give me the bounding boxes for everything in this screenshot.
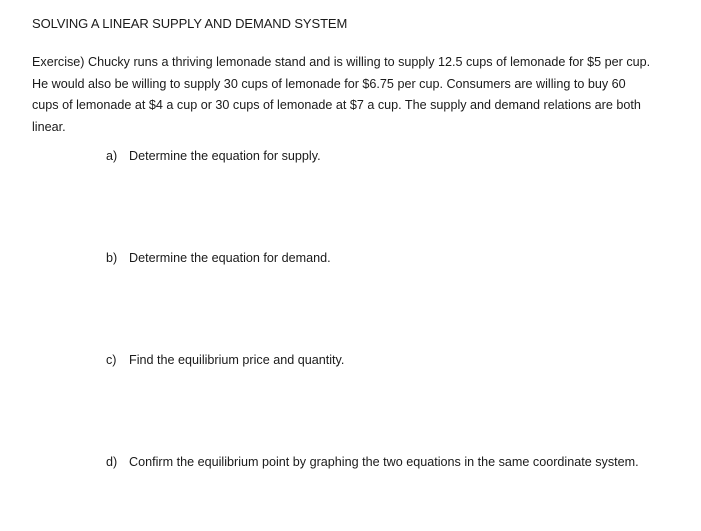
- part-letter: a): [106, 149, 118, 163]
- part-letter: c): [106, 353, 117, 367]
- part-letter: b): [106, 251, 118, 265]
- part-text: Determine the equation for supply.: [129, 149, 321, 163]
- question-part-b: [106, 248, 646, 269]
- part-letter: d): [106, 455, 118, 469]
- page-title: SOLVING A LINEAR SUPPLY AND DEMAND SYSTEM: [32, 16, 348, 31]
- question-part-d: [106, 452, 646, 473]
- part-text: Find the equilibrium price and quantity.: [129, 353, 345, 367]
- question-part-a: [106, 146, 646, 167]
- exercise-paragraph: Exercise) Chucky runs a thriving lemonade stand and is willing to supply 12.5 cups of lemonade for $5 per cup. He would also be willing to supply 30 cups of lemonade for $6.75 per cup. Consumers are willing to buy 60 cups of lemonade at $4 a cup or 30 cups of lemonade at $7 a cup. The supply and demand relations are both linear.: [32, 55, 651, 134]
- question-part-c: [106, 350, 646, 371]
- part-text: Confirm the equilibrium point by graphing the two equations in the same coordinate system.: [129, 455, 639, 469]
- part-text: Determine the equation for demand.: [129, 251, 331, 265]
